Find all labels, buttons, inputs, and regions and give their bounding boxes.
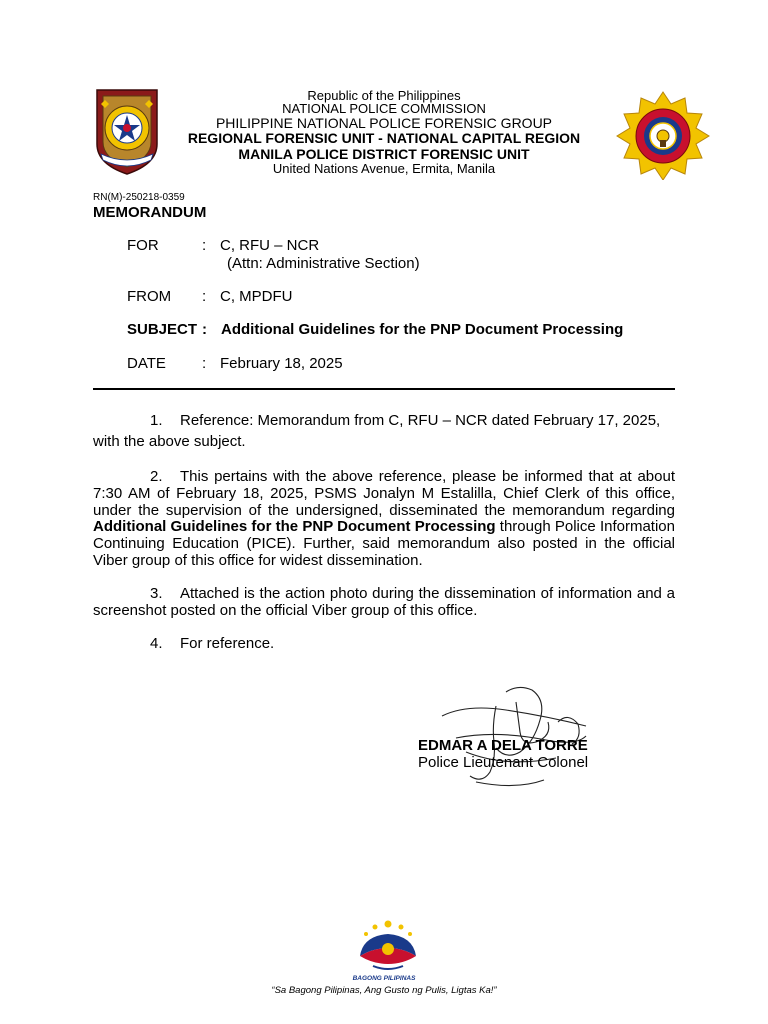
- for-colon: :: [202, 237, 207, 254]
- for-value: C, RFU – NCR: [220, 237, 320, 254]
- paragraph-2-text-a: This pertains with the above reference, please be informed that at about 7:30 AM of February 18, 2025, PSMS Jonalyn M Estalilla, Chief Clerk of this office, under the supervision of the undersigned, disseminated the memorandum regarding: [93, 468, 675, 519]
- from-colon: :: [202, 288, 207, 305]
- header-republic: Republic of the Philippines: [307, 88, 461, 103]
- paragraph-3: [93, 586, 675, 620]
- paragraph-2-bold-subject: Additional Guidelines for the PNP Document Processing: [93, 518, 496, 536]
- subject-value: Additional Guidelines for the PNP Document Processing: [221, 321, 624, 338]
- reference-number: RN(M)-250218-0359: [93, 192, 185, 203]
- date-colon: :: [202, 355, 207, 372]
- subject-colon: :: [202, 321, 207, 338]
- signatory-rank: Police Lieutenant Colonel: [418, 754, 589, 771]
- paragraph-1-text: Reference: Memorandum from C, RFU – NCR dated February 17, 2025, with the above subject.: [93, 412, 661, 450]
- paragraph-1-number: 1.: [150, 412, 163, 429]
- paragraph-4: [93, 636, 675, 653]
- header-address: United Nations Avenue, Ermita, Manila: [272, 161, 496, 176]
- from-value: C, MPDFU: [220, 288, 293, 305]
- paragraph-4-text: For reference.: [180, 635, 275, 652]
- paragraph-2-number: 2.: [150, 468, 163, 485]
- bagong-pilipinas-logo-icon: [353, 918, 423, 978]
- subject-label: SUBJECT: [127, 321, 198, 338]
- header-pnp-forensic-group: PHILIPPINE NATIONAL POLICE FORENSIC GROUP: [215, 115, 553, 131]
- header-napolcom: NATIONAL POLICE COMMISSION: [282, 101, 486, 116]
- paragraph-3-text: Attached is the action photo during the dissemination of information and a screenshot posted on the official Viber group of this office.: [93, 585, 675, 619]
- bagong-pilipinas-wordmark: BAGONG PILIPINAS: [352, 975, 416, 982]
- for-label: FOR: [127, 237, 159, 254]
- date-label: DATE: [127, 355, 166, 372]
- for-attention: (Attn: Administrative Section): [227, 255, 420, 272]
- paragraph-4-number: 4.: [150, 635, 163, 652]
- header-mpdfu: MANILA POLICE DISTRICT FORENSIC UNIT: [238, 146, 530, 162]
- from-label: FROM: [127, 288, 172, 305]
- header-divider: [93, 388, 675, 390]
- footer-slogan: “Sa Bagong Pilipinas, Ang Gusto ng Pulis, Ligtas Ka!”: [271, 985, 497, 996]
- paragraph-1: [93, 410, 675, 452]
- header-rfu-ncr: REGIONAL FORENSIC UNIT - NATIONAL CAPITAL REGION: [187, 130, 581, 146]
- paragraph-2: [93, 469, 675, 570]
- paragraph-2-text-b: through Police Information Continuing Education (PICE). Further, said memorandum also posted in the official Viber group of this office for widest dissemination.: [93, 518, 675, 569]
- signatory-name: EDMAR A DELA TORRE: [418, 737, 588, 754]
- memo-title: MEMORANDUM: [93, 204, 207, 221]
- date-value: February 18, 2025: [220, 355, 343, 372]
- paragraph-3-number: 3.: [150, 585, 163, 602]
